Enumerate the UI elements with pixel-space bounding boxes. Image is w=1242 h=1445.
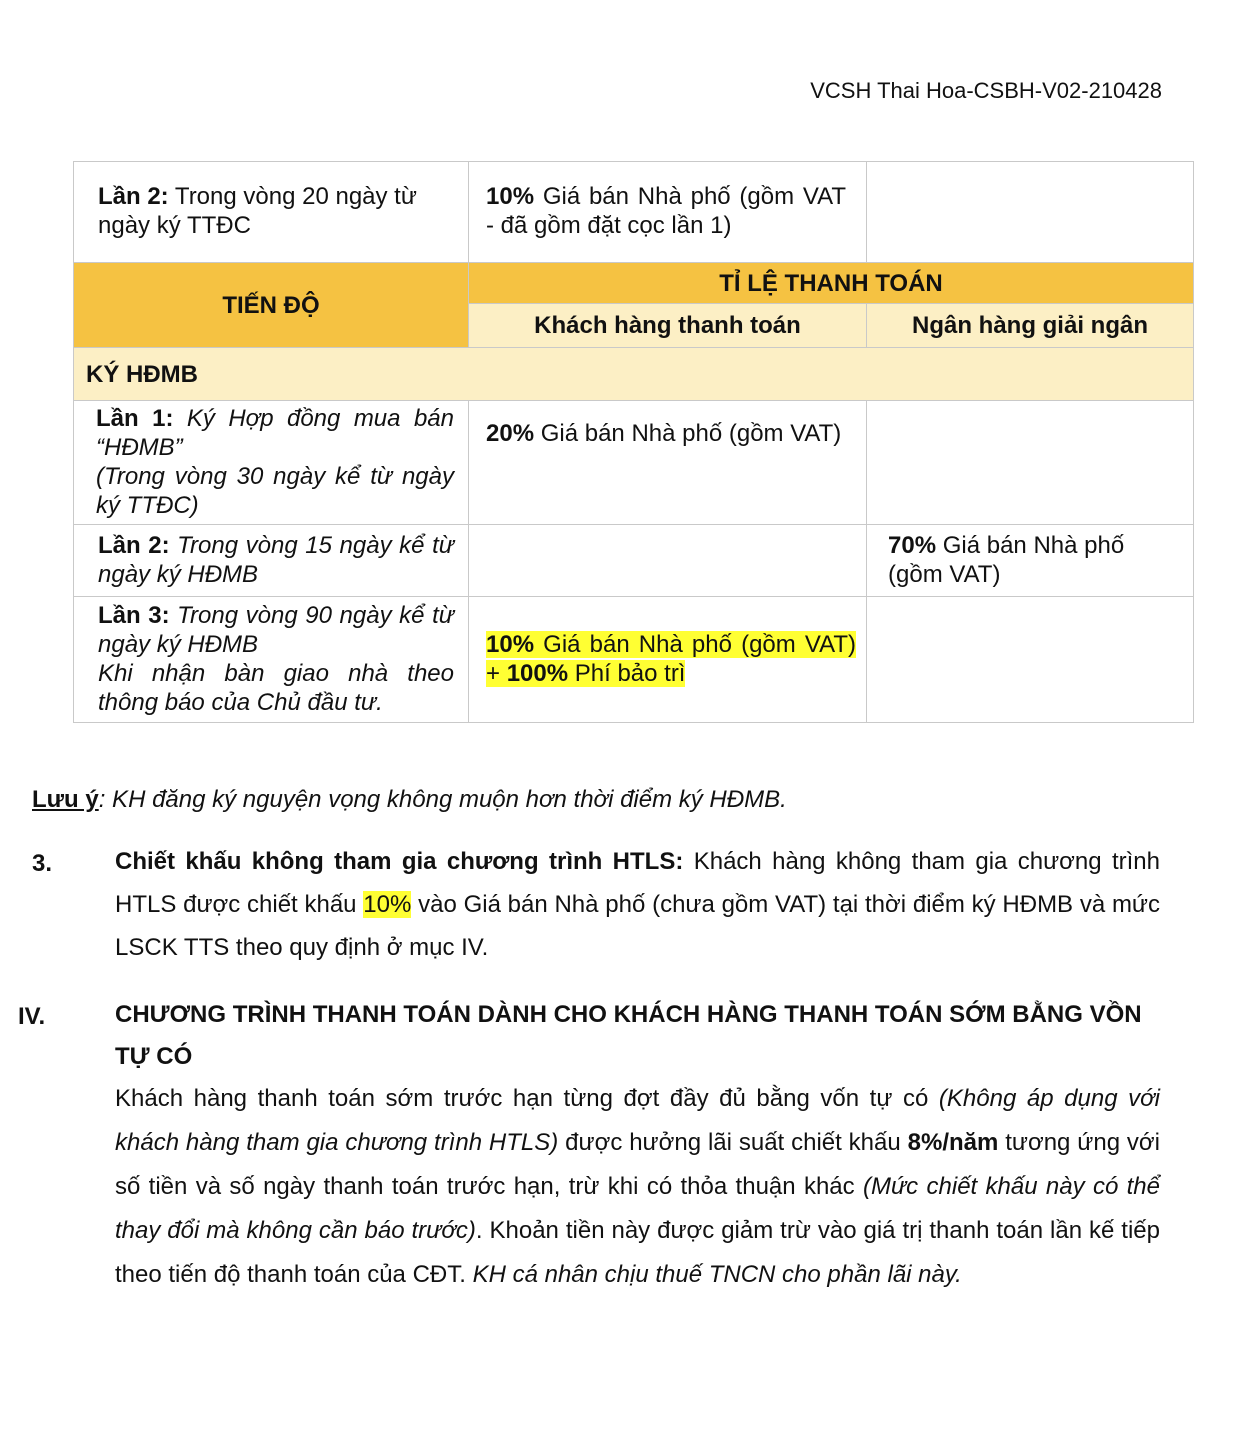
table-row (74, 162, 1194, 263)
payment-schedule-table (73, 161, 1194, 723)
installment-note: Khi nhận bàn giao nhà theo thông báo của Chủ đầu tư. (98, 660, 454, 716)
installment-text: Trong vòng 20 ngày từ ngày ký TTĐC (98, 183, 417, 239)
customer-percent: 10% (486, 183, 535, 210)
paragraph-italic: (Mức chiết khấu này có thể thay đổi mà không cần báo trước) (115, 1173, 1161, 1244)
paragraph-text: được hưởng lãi suất chiết khấu (558, 1129, 908, 1156)
table-row (74, 525, 1194, 597)
bank-disbursement-cell (867, 597, 1194, 723)
bank-disbursement-cell (867, 525, 1194, 597)
customer-payment-cell (469, 525, 867, 597)
customer-payment-header: Khách hàng thanh toán (469, 304, 867, 348)
progress-cell (74, 525, 469, 597)
payment-ratio-header: TỈ LỆ THANH TOÁN (469, 263, 1194, 304)
paragraph-text: . Khoản tiền này được giảm trừ vào giá trị thanh toán lần kế tiếp theo tiến độ thanh toán của CĐT. (115, 1217, 1160, 1288)
discount-title: Chiết khấu không tham gia chương trình HTLS: (115, 848, 684, 875)
installment-note: (Trong vòng 30 ngày kể từ ngày ký TTĐC) (96, 463, 454, 519)
note-label: Lưu ý (32, 786, 99, 813)
installment-label: Lần 2: (98, 532, 170, 559)
interest-rate: 8%/năm (907, 1129, 999, 1156)
paragraph-italic: KH cá nhân chịu thuế TNCN cho phần lãi này. (472, 1261, 962, 1288)
bank-percent: 70% (888, 532, 937, 559)
bank-disbursement-cell (867, 162, 1194, 263)
customer-percent: 20% (486, 420, 535, 447)
note-text: KH đăng ký nguyện vọng không muộn hơn thời điểm ký HĐMB. (105, 786, 787, 813)
progress-header: TIẾN ĐỘ (74, 263, 469, 348)
installment-label: Lần 2: (98, 183, 169, 210)
section-title: KÝ HĐMB (74, 348, 1194, 401)
progress-cell (74, 401, 469, 525)
progress-cell (74, 597, 469, 723)
paragraph-text: Khách hàng thanh toán sớm trước hạn từng đợt đầy đủ bằng vốn tự có (115, 1085, 939, 1112)
installment-text: Trong vòng 15 ngày kể từ ngày ký HĐMB (98, 532, 454, 588)
table-row (74, 401, 1194, 525)
bank-disbursement-header: Ngân hàng giải ngân (867, 304, 1194, 348)
installment-text: Trong vòng 90 ngày kể từ ngày ký HĐMB (98, 602, 454, 658)
discount-percent: 10% (363, 891, 412, 918)
bank-disbursement-cell (867, 401, 1194, 525)
installment-text: Ký Hợp đồng mua bán “HĐMB” (96, 405, 454, 461)
table-row (74, 597, 1194, 723)
maintenance-fee-text: Phí bảo trì (568, 660, 686, 687)
customer-payment-text: Giá bán Nhà phố (gồm VAT) (534, 420, 842, 447)
early-payment-paragraph (115, 1077, 1160, 1297)
section-row (74, 348, 1194, 401)
customer-percent: 10% (486, 631, 535, 658)
customer-payment-cell (469, 597, 867, 723)
paragraph-italic: (Không áp dụng với khách hàng tham gia chương trình HTLS) (115, 1085, 1160, 1156)
progress-cell (74, 162, 469, 263)
section-heading: CHƯƠNG TRÌNH THANH TOÁN DÀNH CHO KHÁCH HÀNG THANH TOÁN SỚM BẰNG VỒN TỰ CÓ (115, 1001, 1142, 1070)
item-number: 3. (32, 850, 53, 877)
customer-payment-text: Giá bán Nhà phố (gồm VAT - đã gồm đặt cọc lần 1) (486, 183, 846, 239)
discount-text: Khách hàng không tham gia chương trình HTLS được chiết khấu (115, 848, 1161, 918)
installment-label: Lần 3: (98, 602, 170, 629)
paragraph-text: tương ứng với số tiền và số ngày thanh toán trước hạn, trừ khi có thỏa thuận khác (115, 1129, 1160, 1200)
section-number: IV. (18, 1003, 46, 1030)
discount-paragraph (115, 840, 1160, 969)
maintenance-percent: 100% (506, 660, 569, 687)
customer-payment-cell (469, 401, 867, 525)
table-header-row (74, 263, 1194, 304)
customer-payment-cell (469, 162, 867, 263)
note (32, 786, 787, 814)
installment-label: Lần 1: (96, 405, 174, 432)
note-colon: : (98, 786, 106, 813)
bank-disbursement-text: Giá bán Nhà phố (gồm VAT) (888, 532, 1125, 588)
document-code: VCSH Thai Hoa-CSBH-V02-210428 (810, 78, 1162, 103)
customer-payment-text: Giá bán Nhà phố (gồm VAT) + (486, 631, 856, 687)
discount-text-end: vào Giá bán Nhà phố (chưa gồm VAT) tại thời điểm ký HĐMB và mức LSCK TTS theo quy định ở mục IV. (115, 891, 1160, 961)
